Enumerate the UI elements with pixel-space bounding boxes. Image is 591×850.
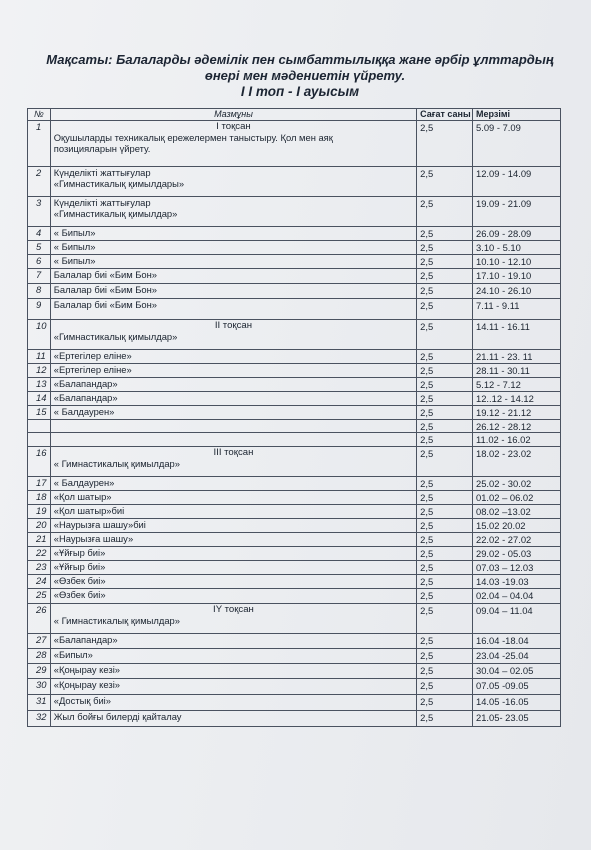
row-dates: 28.11 - 30.11 [473,364,561,378]
row-content [50,299,416,320]
row-number: 8 [28,284,51,299]
row-number: 20 [28,519,51,533]
header-hours: Сағат саны [417,109,473,121]
row-hours: 2,5 [417,561,473,575]
row-hours: 2,5 [417,547,473,561]
row-number: 15 [28,406,51,420]
row-content [50,350,416,364]
content-line: «Балапандар» [53,378,118,389]
table-row [28,420,561,433]
row-content [50,547,416,561]
schedule-table [27,108,561,727]
row-dates: 7.11 - 9.11 [473,299,561,320]
row-content [50,255,416,269]
row-dates: 19.12 - 21.12 [473,406,561,420]
row-hours: 2,5 [417,255,473,269]
content-line: «Қоңырау кезі» [53,679,120,690]
table-row [28,711,561,727]
row-dates: 12..12 - 14.12 [473,392,561,406]
row-dates: 19.09 - 21.09 [473,197,561,227]
table-row [28,299,561,320]
content-line: позицияларын үйрету. [53,143,151,154]
row-number: 25 [28,589,51,604]
row-content [50,649,416,664]
row-hours: 2,5 [417,664,473,679]
row-dates: 24.10 - 26.10 [473,284,561,299]
content-line: Күнделікті жаттығулар [53,197,151,208]
row-content [50,533,416,547]
row-number: 21 [28,533,51,547]
table-row [28,364,561,378]
quarter-heading: II тоқсан [214,320,253,331]
row-number: 26 [28,604,51,634]
content-line: «Бипыл» [53,649,93,660]
table-row [28,121,561,167]
content-line: « Балдаурен» [53,477,115,488]
row-number: 24 [28,575,51,589]
header-number: № [28,109,51,121]
row-dates: 07.05 -09.05 [473,679,561,695]
quarter-heading: IY тоқсан [213,604,254,615]
content-line: «Өзбек биі» [53,575,106,586]
row-number: 22 [28,547,51,561]
row-hours: 2,5 [417,420,473,433]
row-content [50,634,416,649]
row-dates: 23.04 -25.04 [473,649,561,664]
row-number: 7 [28,269,51,284]
content-line: «Гимнастикалық қимылдар» [53,331,178,342]
content-line: «Балапандар» [53,634,118,645]
document-heading [20,52,580,100]
row-content [50,121,416,167]
row-dates: 29.02 - 05.03 [473,547,561,561]
row-content [50,477,416,491]
table-row [28,227,561,241]
row-hours: 2,5 [417,378,473,392]
row-content [50,711,416,727]
row-number: 6 [28,255,51,269]
row-dates: 26.09 - 28.09 [473,227,561,241]
table-row [28,695,561,711]
content-line: Балалар биі «Бим Бон» [53,284,158,295]
table-row [28,505,561,519]
row-hours: 2,5 [417,392,473,406]
row-dates: 14.03 -19.03 [473,575,561,589]
row-dates: 21.05- 23.05 [473,711,561,727]
row-hours: 2,5 [417,491,473,505]
row-hours: 2,5 [417,299,473,320]
table-row [28,392,561,406]
row-dates: 11.02 - 16.02 [473,433,561,447]
content-line: « Балдаурен» [53,406,115,417]
row-content [50,589,416,604]
row-dates: 30.04 – 02.05 [473,664,561,679]
row-hours: 2,5 [417,227,473,241]
header-content: Мазмұны [50,109,416,121]
row-number: 2 [28,167,51,197]
row-dates: 5.09 - 7.09 [473,121,561,167]
content-line: «Ертегілер еліне» [53,350,132,361]
row-dates: 17.10 - 19.10 [473,269,561,284]
row-number: 30 [28,679,51,695]
row-number: 31 [28,695,51,711]
row-content [50,519,416,533]
row-number: 27 [28,634,51,649]
row-hours: 2,5 [417,505,473,519]
content-line: «Наурызға шашу» [53,533,134,544]
content-line: « Гимнастикалық қимылдар» [53,458,180,469]
table-row [28,350,561,364]
table-row [28,634,561,649]
row-number: 4 [28,227,51,241]
table-row [28,447,561,477]
row-number: 29 [28,664,51,679]
content-line: « Бипыл» [53,241,96,252]
row-dates: 14.05 -16.05 [473,695,561,711]
row-number: 14 [28,392,51,406]
row-dates: 18.02 - 23.02 [473,447,561,477]
row-dates: 02.04 – 04.04 [473,589,561,604]
row-dates: 21.11 - 23. 11 [473,350,561,364]
row-hours: 2,5 [417,433,473,447]
row-number: 28 [28,649,51,664]
row-number: 19 [28,505,51,519]
row-dates: 5.12 - 7.12 [473,378,561,392]
table-row [28,255,561,269]
row-content [50,269,416,284]
content-line: «Гимнастикалық қимылдары» [53,178,185,189]
content-line: «Қол шатыр» [53,491,112,502]
row-hours: 2,5 [417,241,473,255]
row-content [50,575,416,589]
content-line: Жыл бойғы билерді қайталау [53,711,182,722]
row-dates: 15.02 20.02 [473,519,561,533]
row-hours: 2,5 [417,364,473,378]
row-content [50,241,416,255]
content-line: « Бипыл» [53,255,96,266]
content-line: «Қоңырау кезі» [53,664,120,675]
content-line: «Ұйғыр биі» [53,561,106,572]
row-dates: 08.02 –13.02 [473,505,561,519]
content-line: Балалар биі «Бим Бон» [53,299,158,310]
row-number: 10 [28,320,51,350]
goal-line: Мақсаты: Балаларды әдемілік пен сымбаттылыққа жане әрбір ұлттардың [46,52,554,67]
row-number: 32 [28,711,51,727]
content-line: «Наурызға шашу»биі [53,519,146,530]
row-hours: 2,5 [417,589,473,604]
content-line: «Гимнастикалық қимылдар» [53,208,178,219]
row-content [50,505,416,519]
row-content [50,604,416,634]
row-hours: 2,5 [417,519,473,533]
table-row [28,547,561,561]
row-hours: 2,5 [417,121,473,167]
row-content [50,561,416,575]
row-content [50,167,416,197]
row-hours: 2,5 [417,604,473,634]
row-hours: 2,5 [417,634,473,649]
table-row [28,284,561,299]
table-row [28,604,561,634]
table-row [28,477,561,491]
table-row [28,589,561,604]
row-number: 18 [28,491,51,505]
row-number: 16 [28,447,51,477]
row-hours: 2,5 [417,447,473,477]
row-hours: 2,5 [417,320,473,350]
row-hours: 2,5 [417,406,473,420]
row-hours: 2,5 [417,269,473,284]
row-dates: 10.10 - 12.10 [473,255,561,269]
row-hours: 2,5 [417,679,473,695]
row-hours: 2,5 [417,575,473,589]
row-hours: 2,5 [417,533,473,547]
row-content [50,197,416,227]
row-content [50,392,416,406]
content-line: «Достық биі» [53,695,111,706]
table-header-row [28,109,561,121]
table-row [28,519,561,533]
group-shift-title: I I топ - I ауысым [240,84,360,99]
row-number: 5 [28,241,51,255]
table-row [28,241,561,255]
table-row [28,664,561,679]
row-number: 11 [28,350,51,364]
row-number: 9 [28,299,51,320]
row-dates: 26.12 - 28.12 [473,420,561,433]
row-content [50,447,416,477]
row-dates: 12.09 - 14.09 [473,167,561,197]
row-content [50,420,416,433]
goal-line-continued: өнері мен мәдениетін үйрету. [204,68,406,83]
row-content [50,284,416,299]
content-line: « Бипыл» [53,227,96,238]
row-dates: 01.02 – 06.02 [473,491,561,505]
content-line: « Гимнастикалық қимылдар» [53,615,180,626]
row-dates: 16.04 -18.04 [473,634,561,649]
content-line: «Қол шатыр»биі [53,505,125,516]
row-content [50,320,416,350]
row-content [50,695,416,711]
row-hours: 2,5 [417,711,473,727]
row-dates: 22.02 - 27.02 [473,533,561,547]
row-number [28,420,51,433]
content-line: «Ұйғыр биі» [53,547,106,558]
quarter-heading: III тоқсан [213,447,254,458]
table-row [28,575,561,589]
table-row [28,561,561,575]
row-dates: 14.11 - 16.11 [473,320,561,350]
table-row [28,197,561,227]
row-dates: 07.03 – 12.03 [473,561,561,575]
row-content [50,378,416,392]
content-line: «Ертегілер еліне» [53,364,132,375]
row-content [50,491,416,505]
row-number: 17 [28,477,51,491]
table-row [28,491,561,505]
table-row [28,533,561,547]
row-content [50,433,416,447]
table-row [28,649,561,664]
table-row [28,167,561,197]
content-line: Күнделікті жаттығулар [53,167,151,178]
row-hours: 2,5 [417,197,473,227]
content-line: «Өзбек биі» [53,589,106,600]
quarter-heading: I тоқсан [216,121,251,132]
row-dates: 3.10 - 5.10 [473,241,561,255]
row-hours: 2,5 [417,695,473,711]
table-row [28,320,561,350]
content-line: «Балапандар» [53,392,118,403]
row-dates: 25.02 - 30.02 [473,477,561,491]
row-content [50,406,416,420]
table-row [28,433,561,447]
row-dates: 09.04 – 11.04 [473,604,561,634]
row-number: 23 [28,561,51,575]
row-content [50,679,416,695]
row-hours: 2,5 [417,477,473,491]
row-content [50,227,416,241]
content-line: Балалар биі «Бим Бон» [53,269,158,280]
row-number: 12 [28,364,51,378]
row-number: 1 [28,121,51,167]
table-row [28,679,561,695]
table-row [28,269,561,284]
table-row [28,378,561,392]
row-number: 13 [28,378,51,392]
row-hours: 2,5 [417,350,473,364]
row-hours: 2,5 [417,649,473,664]
row-content [50,664,416,679]
header-dates: Мерзімі [473,109,561,121]
row-number [28,433,51,447]
content-line: Оқушыларды техникалық ережелермен таныстыру. Қол мен аяқ [53,132,333,143]
table-row [28,406,561,420]
row-content [50,364,416,378]
row-hours: 2,5 [417,167,473,197]
row-number: 3 [28,197,51,227]
row-hours: 2,5 [417,284,473,299]
